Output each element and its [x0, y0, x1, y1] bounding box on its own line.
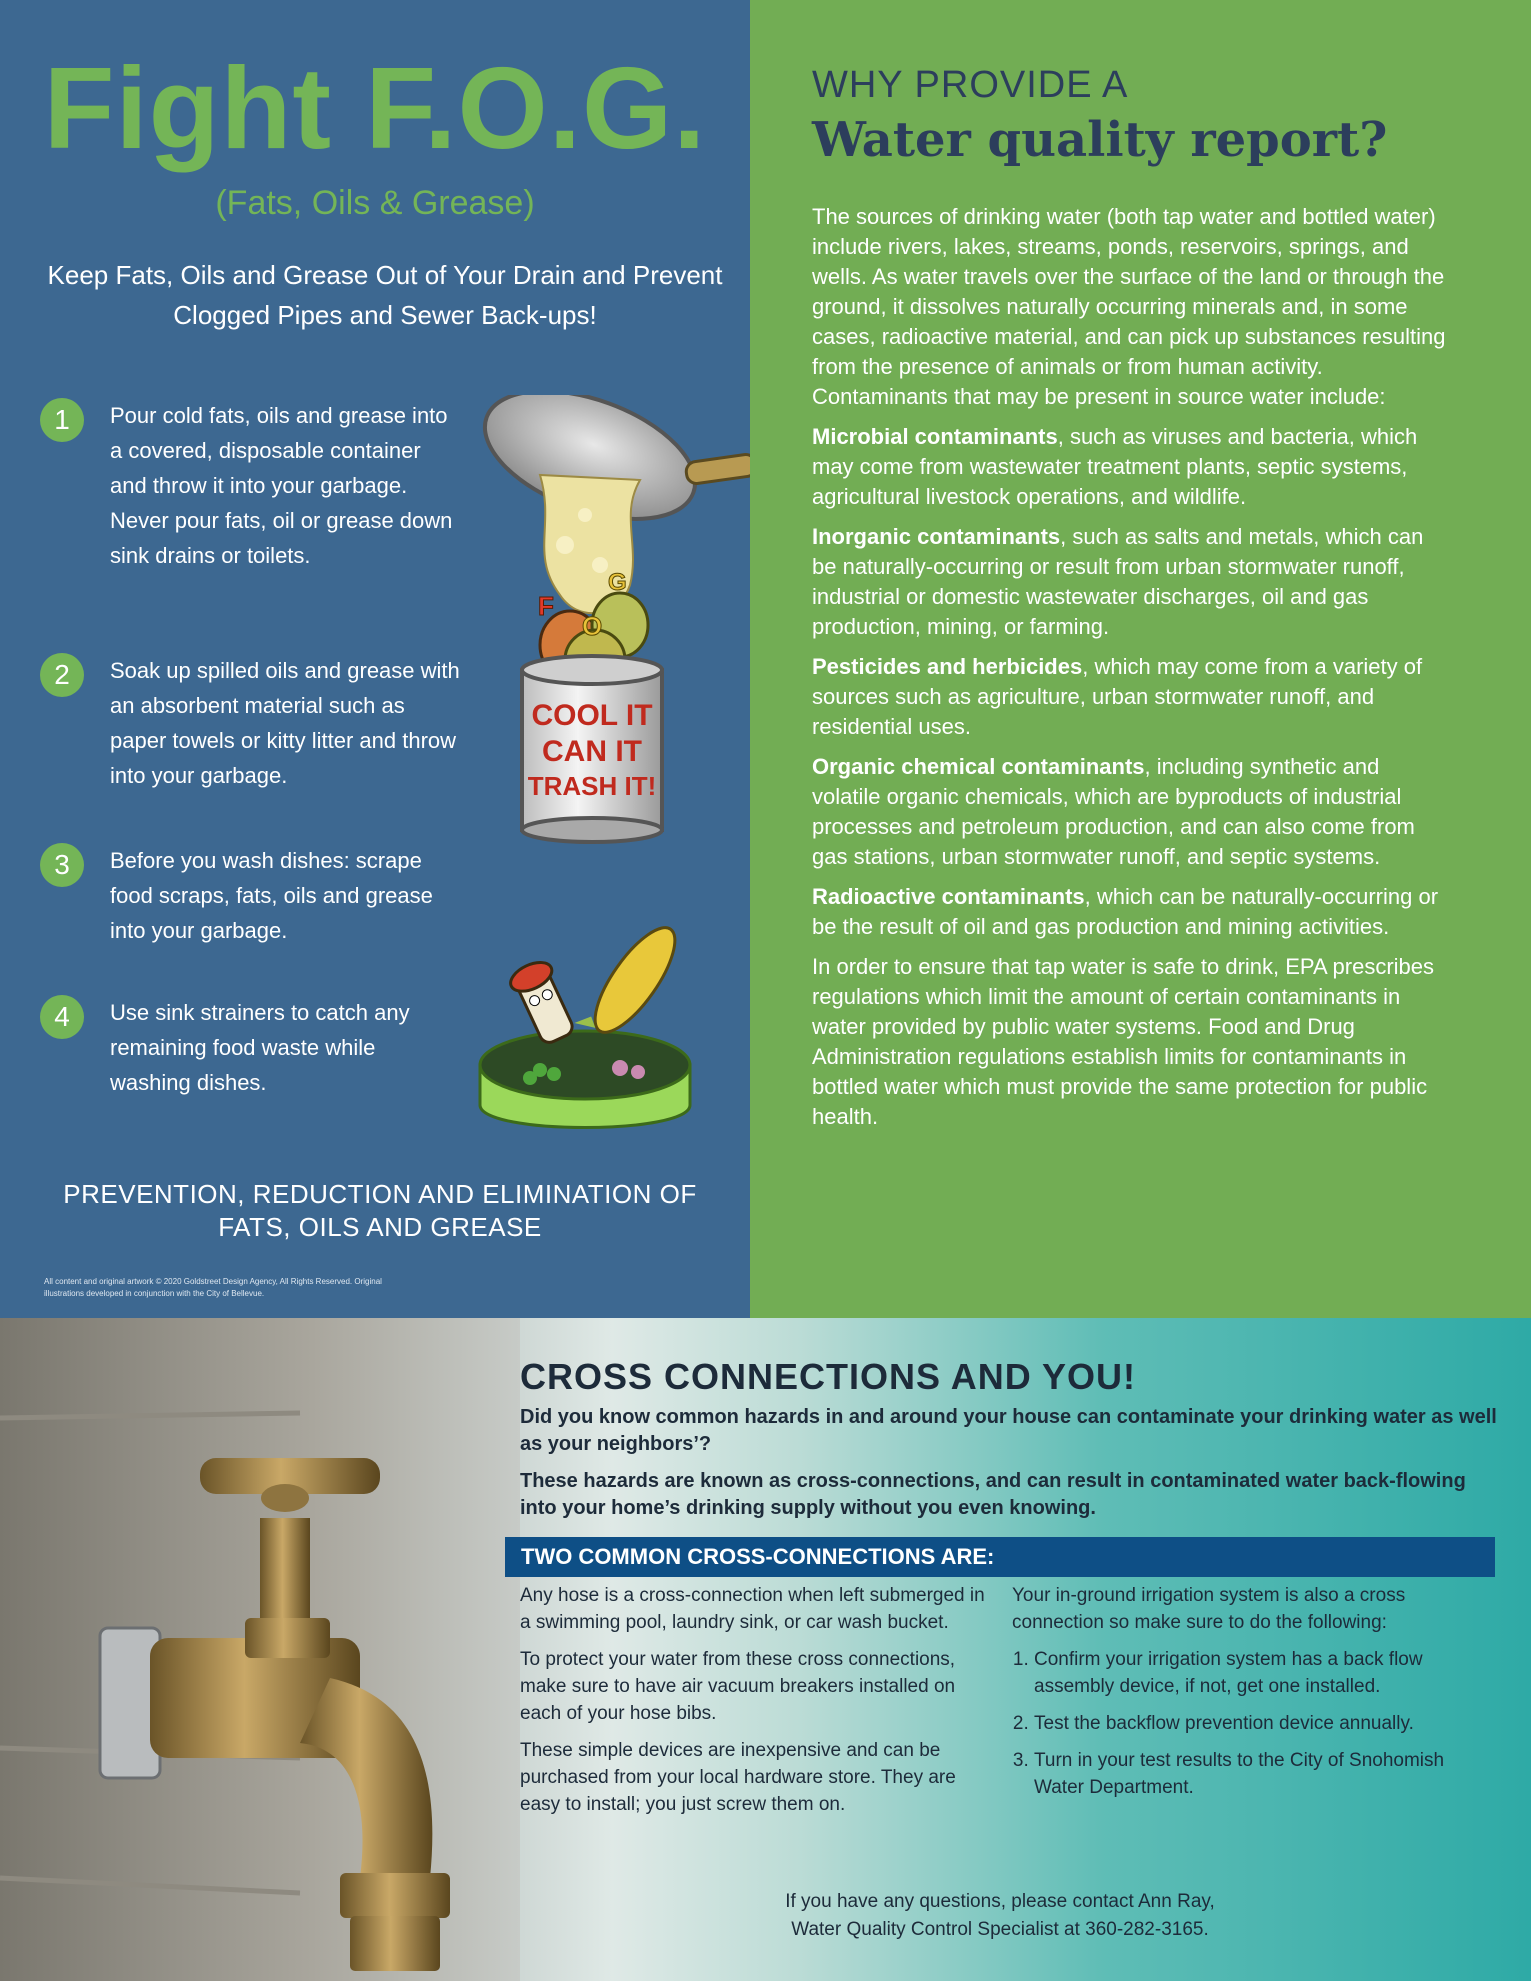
step-number-1: 1 [40, 398, 84, 442]
svg-text:G: G [608, 569, 627, 596]
wq-contaminant-pesticides: Pesticides and herbicides, which may come from a variety of sources such as agriculture, urban stormwater runoff, and residential uses. [812, 654, 1423, 739]
svg-text:F: F [538, 591, 554, 621]
fog-subtitle: (Fats, Oils & Grease) [215, 184, 535, 222]
step-number-2: 2 [40, 653, 84, 697]
step-text-3: Before you wash dishes: scrape food scraps, fats, oils and grease into your garbage. [110, 848, 433, 943]
cc-intro-1: Did you know common hazards in and around your house can contaminate your drinking water as well as your neighbors’? [520, 1406, 1497, 1455]
fog-step-4 [40, 995, 460, 1105]
wq-contaminant-organic: Organic chemical contaminants, including synthetic and volatile organic chemicals, which are byproducts of industrial processes and petroleum production, and can also come from gas stations, urban stormwater runoff, and septic systems. [812, 754, 1415, 869]
wq-contaminant-radioactive: Radioactive contaminants, which can be naturally-occurring or be the result of oil and gas production and mining activities. [812, 884, 1439, 939]
fog-lead: Keep Fats, Oils and Grease Out of Your Drain and Prevent Clogged Pipes and Sewer Back-ups! [47, 260, 723, 330]
svg-text:O: O [582, 611, 603, 641]
cc-title: CROSS CONNECTIONS AND YOU! [520, 1356, 1137, 1397]
wq-intro: The sources of drinking water (both tap water and bottled water) include rivers, lakes, streams, ponds, reservoirs, springs, and wells. As water travels over the surface of the land or through the ground, it dissolves naturally occurring minerals and, in some cases, radioactive material, and can pick up substances resulting from the presence of animals or from human activity. Contaminants that may be present in source water include: [812, 204, 1446, 409]
cc-column-1 [520, 1582, 990, 1828]
wq-contaminant-microbial: Microbial contaminants, such as viruses and bacteria, which may come from wastewater treatment plants, septic systems, agricultural livestock operations, and wildlife. [812, 424, 1418, 509]
water-quality-panel [750, 0, 1531, 1318]
svg-text:COOL IT: COOL IT [531, 699, 653, 732]
wq-closing: In order to ensure that tap water is safe to drink, EPA prescribes regulations which limit the amount of certain contaminants in water provided by public water systems. Food and Drug Administration regulations establish limits for contaminants in bottled water which must provide the same protection for public health. [812, 954, 1435, 1129]
cc-contact-line-2: Water Quality Control Specialist at 360-282-3165. [791, 1919, 1209, 1940]
cc-contact-line-1: If you have any questions, please contact Ann Ray, [785, 1891, 1215, 1912]
step-text-2: Soak up spilled oils and grease with an absorbent material such as paper towels or kitty litter and throw into your garbage. [110, 658, 460, 788]
cc-col1-para-3: These simple devices are inexpensive and can be purchased from your local hardware store. They are easy to install; you just screw them on. [520, 1740, 956, 1815]
svg-text:TRASH IT!: TRASH IT! [527, 771, 657, 801]
fog-title: Fight F.O.G. [43, 43, 707, 173]
cc-header [520, 1356, 1500, 1532]
step-number-4: 4 [40, 995, 84, 1039]
pan-pouring-grease-illustration [470, 395, 750, 855]
cc-contact [700, 1888, 1300, 1944]
cc-col2-list [1012, 1646, 1482, 1801]
fog-copyright: All content and original artwork © 2020 Goldstreet Design Agency, All Rights Reserved. Original illustrations developed in conjunction with the City of Bellevue. [44, 1277, 382, 1298]
cc-col1-para-1: Any hose is a cross-connection when left submerged in a swimming pool, laundry sink, or car wash bucket. [520, 1585, 985, 1633]
svg-text:CAN IT: CAN IT [542, 735, 642, 768]
cc-intro-2: These hazards are known as cross-connections, and can result in contaminated water back-flowing into your home’s drinking supply without you even knowing. [520, 1470, 1466, 1519]
fog-footer: PREVENTION, REDUCTION AND ELIMINATION OF FATS, OILS AND GREASE [63, 1179, 697, 1242]
cc-column-2 [1012, 1582, 1482, 1811]
cc-col2-intro: Your in-ground irrigation system is also a cross connection so make sure to do the following: [1012, 1585, 1406, 1633]
wq-title: Water quality report? [812, 112, 1388, 168]
cc-col1-para-2: To protect your water from these cross connections, make sure to have air vacuum breakers installed on each of your hose bibs. [520, 1649, 956, 1724]
step-text-4: Use sink strainers to catch any remaining food waste while washing dishes. [110, 1000, 410, 1095]
wq-contaminant-inorganic: Inorganic contaminants, such as salts and metals, which can be naturally-occurring or result from urban stormwater runoff, industrial or domestic wastewater discharges, oil and gas production, mining, or farming. [812, 524, 1424, 639]
food-in-strainer-illustration [470, 900, 710, 1145]
fog-step-3 [40, 843, 460, 953]
step-number-3: 3 [40, 843, 84, 887]
wq-kicker: WHY PROVIDE A [812, 64, 1129, 106]
cc-col2-item-3: 3. Turn in your test results to the City of Snohomish Water Department. [1034, 1747, 1482, 1801]
step-text-1: Pour cold fats, oils and grease into a covered, disposable container and throw it into your garbage. Never pour fats, oil or grease down sink drains or toilets. [110, 403, 453, 568]
fog-step-1 [40, 398, 460, 608]
cc-section-bar [505, 1537, 1495, 1577]
faucet-photo [0, 1318, 520, 1981]
cc-col2-item-2: 2. Test the backflow prevention device annually. [1034, 1710, 1482, 1737]
cc-col2-item-1: 1. Confirm your irrigation system has a back flow assembly device, if not, get one installed. [1034, 1646, 1482, 1700]
fog-step-2 [40, 653, 460, 793]
wq-body [812, 202, 1452, 1142]
fog-panel [0, 0, 750, 1318]
cc-section-bar-label: TWO COMMON CROSS-CONNECTIONS ARE: [521, 1544, 995, 1569]
